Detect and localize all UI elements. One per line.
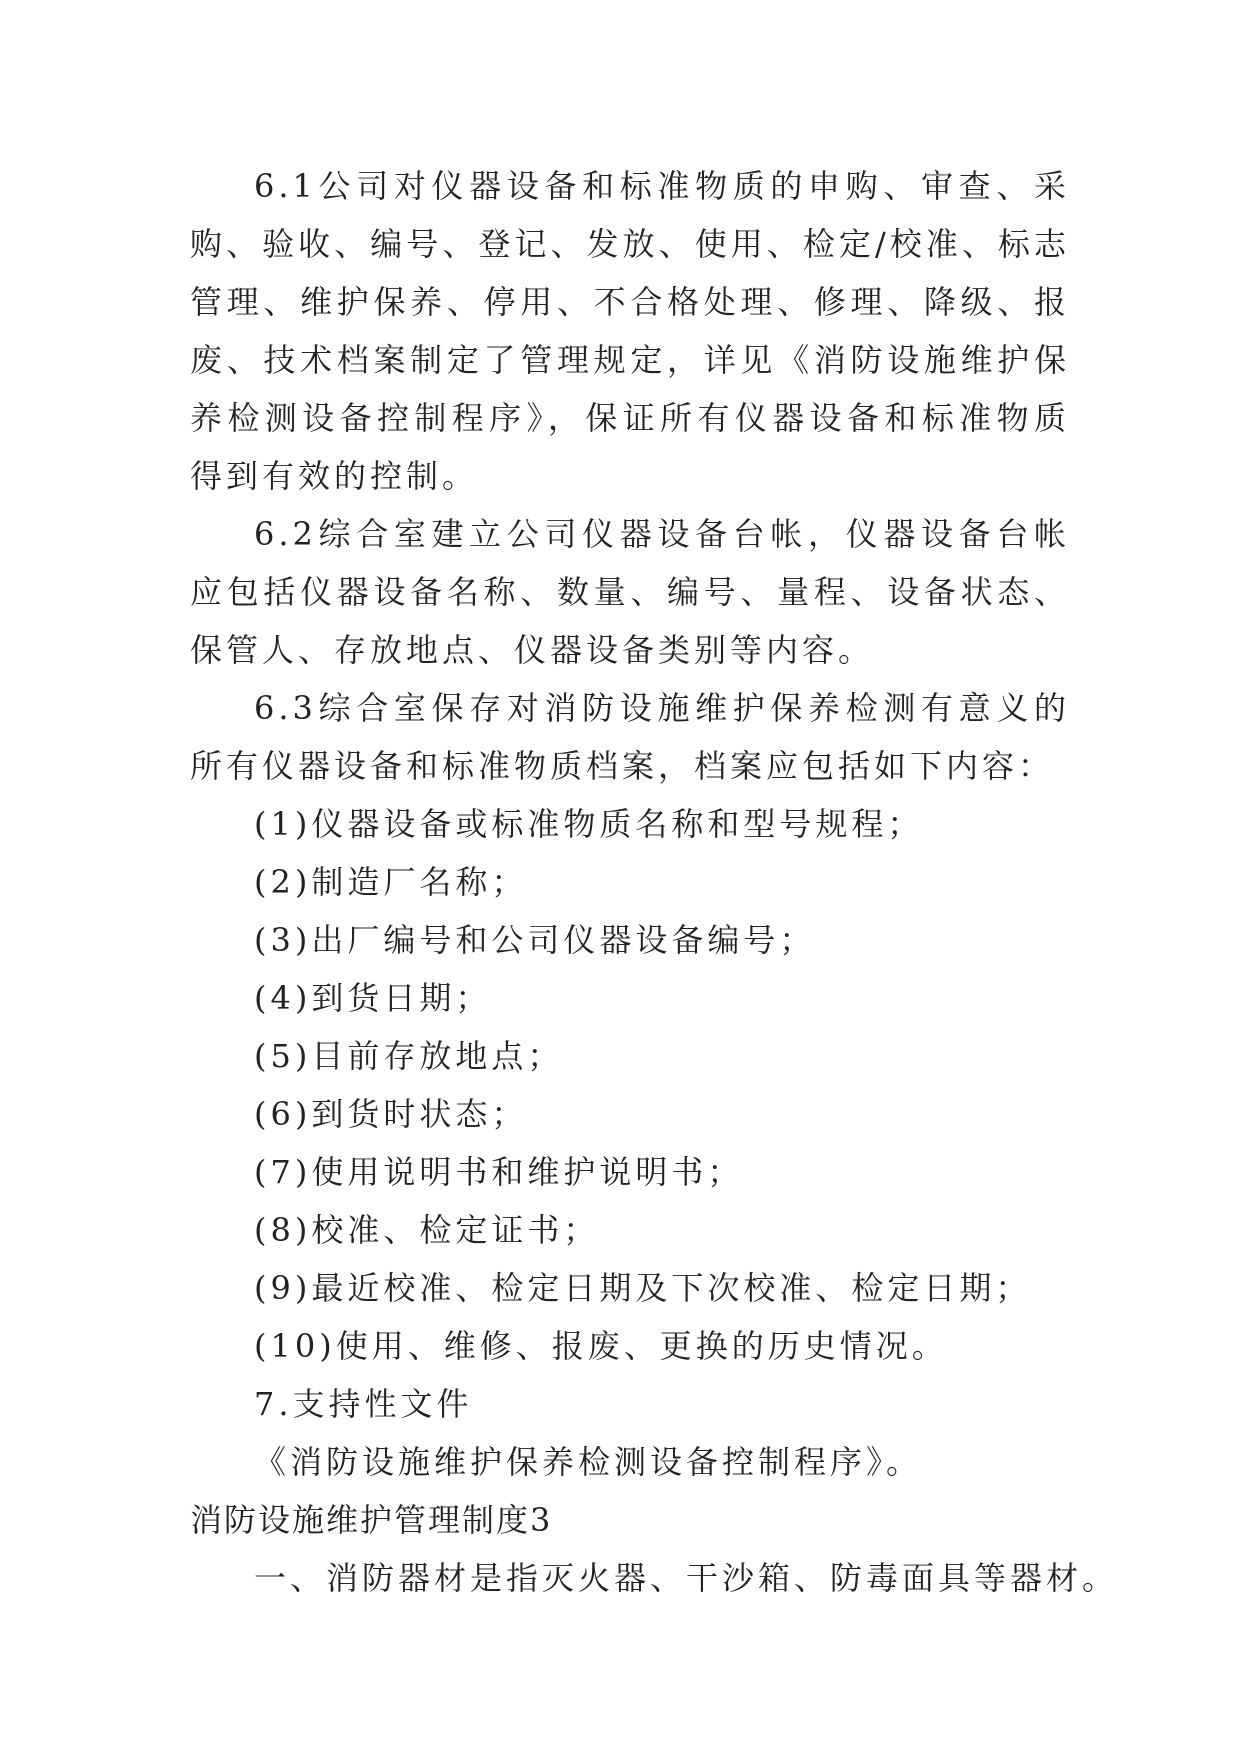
section-7-text: 《消防设施维护保养检测设备控制程序》。 [254, 1443, 923, 1481]
paragraph-6-1: 6.1公司对仪器设备和标准物质的申购、审查、采购、验收、编号、登记、发放、使用、检定/校准、标志管理、维护保养、停用、不合格处理、修理、降级、报废、技术档案制定了管理规定，详见《消防设施维护保养检测设备控制程序》，保证所有仪器设备和标准物质得到有效的控制。 [190, 167, 1070, 495]
list-item: (3)出厂编号和公司仪器设备编号； [254, 921, 816, 959]
list-item: (1)仪器设备或标准物质名称和型号规程； [254, 805, 924, 843]
list-item: (7)使用说明书和维护说明书； [254, 1153, 744, 1191]
document-body [190, 157, 1119, 1607]
list-item: (5)目前存放地点； [254, 1037, 564, 1075]
list-item: (8)校准、检定证书； [254, 1211, 600, 1249]
document-3-first-line: 一、消防器材是指灭火器、干沙箱、防毒面具等器材。 [254, 1559, 1119, 1597]
list-item: (10)使用、维修、报废、更换的历史情况。 [254, 1327, 948, 1365]
list-item: (2)制造厂名称； [254, 863, 528, 901]
document-3-title: 消防设施维护管理制度3 [190, 1501, 553, 1539]
paragraph-6-2: 6.2综合室建立公司仪器设备台帐，仪器设备台帐应包括仪器设备名称、数量、编号、量程、设备状态、保管人、存放地点、仪器设备类别等内容。 [190, 515, 1070, 669]
list-item: (9)最近校准、检定日期及下次校准、检定日期； [254, 1269, 1032, 1307]
list-item: (4)到货日期； [254, 979, 492, 1017]
section-7-title: 7.支持性文件 [254, 1385, 473, 1423]
list-item: (6)到货时状态； [254, 1095, 528, 1133]
paragraph-6-3: 6.3综合室保存对消防设施维护保养检测有意义的所有仪器设备和标准物质档案，档案应包括如下内容： [190, 689, 1070, 785]
